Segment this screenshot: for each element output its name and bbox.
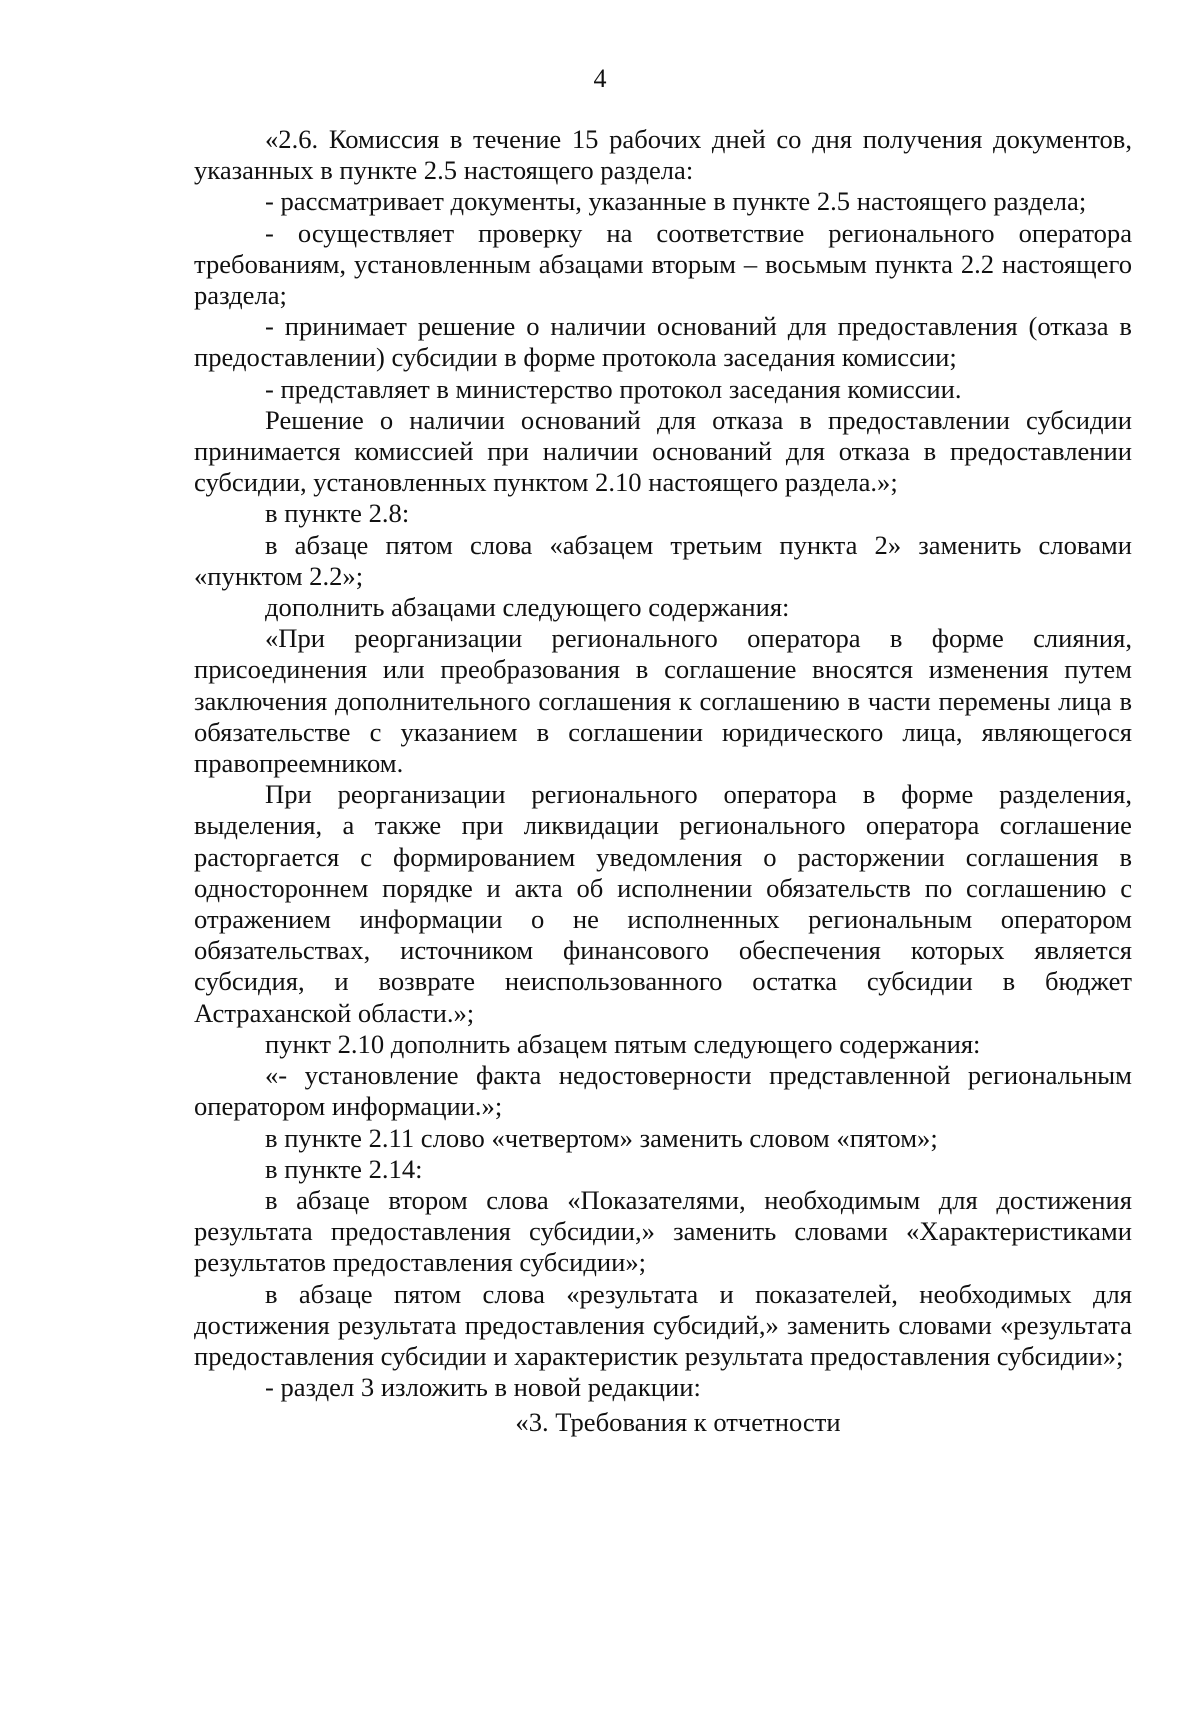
paragraph: «2.6. Комиссия в течение 15 рабочих дней со дня получения документов, указанных в пункте 2.5 настоящего раздела:	[194, 124, 1132, 186]
paragraph: «- установление факта недостоверности представленной региональным оператором информации.»;	[194, 1060, 1132, 1122]
paragraph: в пункте 2.14:	[265, 1153, 423, 1184]
paragraph: - принимает решение о наличии оснований для предоставления (отказа в предоставлении) субсидии в форме протокола заседания комиссии;	[194, 311, 1132, 373]
paragraph: пункт 2.10 дополнить абзацем пятым следующего содержания:	[265, 1028, 981, 1059]
section-heading: «3. Требования к отчетности	[515, 1407, 841, 1438]
document-body	[194, 124, 1132, 1439]
paragraph: - рассматривает документы, указанные в пункте 2.5 настоящего раздела;	[265, 186, 1087, 217]
paragraph: в пункте 2.8:	[265, 498, 410, 529]
paragraph: в абзаце пятом слова «результата и показателей, необходимых для достижения результата предоставления субсидий,» заменить словами «результата предоставления субсидии и характеристик результата предоставления субсидии»;	[194, 1278, 1132, 1371]
paragraph: - раздел 3 изложить в новой редакции:	[265, 1372, 701, 1403]
paragraph: При реорганизации регионального оператора в форме разделения, выделения, а также при ликвидации регионального оператора соглашение расторгается с формированием уведомления о расторжении соглашения в одностороннем порядке и акта об исполнении обязательств по соглашению с отражением информации о не исполненных региональным оператором обязательствах, источником финансового обеспечения которых является субсидия, и возврате неиспользованного остатка субсидии в бюджет Астраханской области.»;	[194, 779, 1132, 1028]
paragraph: - осуществляет проверку на соответствие регионального оператора требованиям, установленным абзацами вторым – восьмым пункта 2.2 настоящего раздела;	[194, 217, 1132, 311]
paragraph: - представляет в министерство протокол заседания комиссии.	[265, 373, 962, 404]
paragraph: «При реорганизации регионального оператора в форме слияния, присоединения или преобразования в соглашение вносятся изменения путем заключения дополнительного соглашения к соглашению в части перемены лица в обязательстве с указанием в соглашении юридического лица, являющегося правопреемником.	[194, 623, 1132, 779]
paragraph: в пункте 2.11 слово «четвертом» заменить словом «пятом»;	[265, 1122, 938, 1153]
paragraph: в абзаце пятом слова «абзацем третьим пункта 2» заменить словами «пунктом 2.2»;	[194, 529, 1132, 591]
paragraph: Решение о наличии оснований для отказа в предоставлении субсидии принимается комиссией при наличии оснований для отказа в предоставлении субсидии, установленных пунктом 2.10 настоящего раздела.»;	[194, 404, 1132, 498]
paragraph: дополнить абзацами следующего содержания:	[265, 592, 790, 623]
paragraph: в абзаце втором слова «Показателями, необходимым для достижения результата предоставления субсидии,» заменить словами «Характеристиками результатов предоставления субсидии»;	[194, 1184, 1132, 1278]
page-number: 4	[593, 64, 607, 93]
